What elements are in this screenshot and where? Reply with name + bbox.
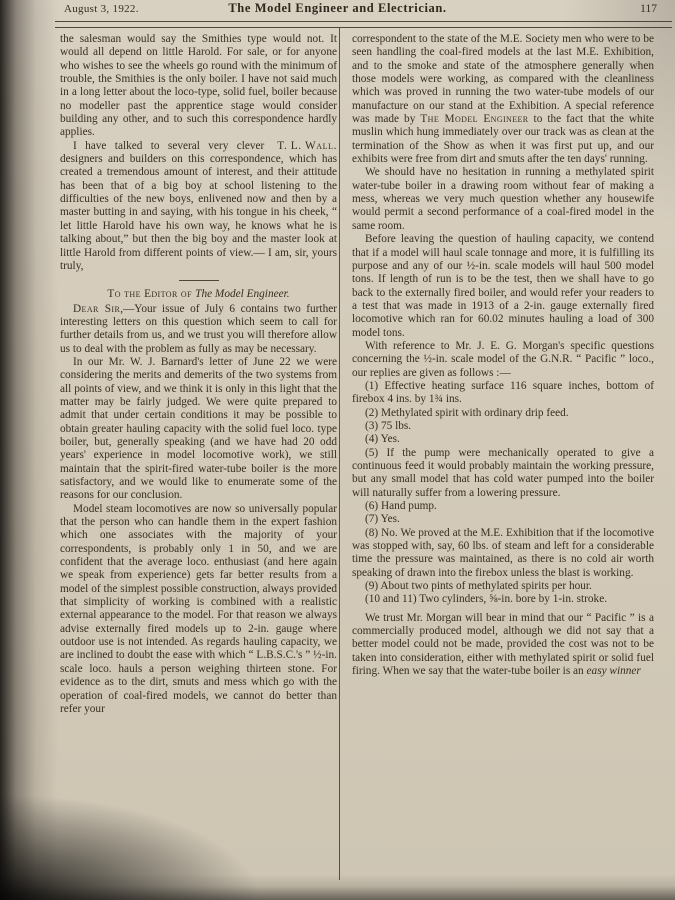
replies-list [352, 380, 654, 607]
paragraph-text: ,—Your issue of July 6 contains two further interesting letters on this question which seem to call for further details from us, and we trust you will therefore allow us to deal with the problem as fully as may be necessary. [60, 302, 337, 355]
magazine-name-smallcaps: The Model Engineer [420, 113, 529, 126]
paragraph-text: We trust Mr. Morgan will bear in mind that our “ Pacific ” is a commercially produced model, although we did not say that a better model could not be made, provided the cost was not to be taken into consideration, either with methylated spirit or solid fuel firing. When we say that the water-tube boiler is an [352, 611, 654, 678]
reply-item: (1) Effective heating surface 116 square inches, bottom of firebox 4 ins. by 1¾ ins. [352, 379, 654, 406]
right-column [352, 33, 654, 885]
reply-item: (9) About two pints of methylated spirits per hour. [365, 580, 592, 593]
header-title: The Model Engineer and Electrician. [228, 1, 447, 15]
paragraph-text: to the fact that the white muslin which hung immediately over our track was as clean at the termination of the Show as when it was first put up, and our exhibits were free from dirt and smuts after the ten days' running. [352, 113, 654, 166]
paragraph-text: I have talked to several very clever designers and builders on this correspondence, which has created a tremendous amount of interest, and their attitude has been that of a big boy at school listening to the difficulties of the new boys, enlivened now and then by a master butting in and saying, with his tongue in his cheek, “ let little Harold have his own way, he knows what he is talking about,” but then the big boy and the master look at little Harold from different points of view.— I am, sir, yours truly, [60, 139, 337, 272]
reply-item: (8) No. We proved at the M.E. Exhibition that if the locomotive was stopped with, say, 60 lbs. of steam and left for a considerable time the pressure was maintained, as there is no cold air worth speaking of drawn into the firebox unless the blast is working. [352, 526, 654, 579]
paragraph [352, 612, 654, 679]
salutation: Dear Sir [73, 302, 121, 315]
reply-item: (3) 75 lbs. [365, 419, 412, 432]
paragraph: In our Mr. W. J. Barnard's letter of June 22 we were considering the merits and demerits of the two systems from all points of view, and we think it is only in this light that the matter may be fairly judged. We were quite prepared to admit that under certain conditions it may be possible to obtain greater hauling capacity with the solid fuel loco. type boiler, but, generally speaking (and we have had 20 odd years' experience in model locomotive work), we still maintain that the spirit-fired water-tube boiler is the more satisfactory, and we would like to enumerate some of the reasons for our conclusion. [60, 355, 337, 502]
paragraph: Model steam locomotives are now so universally popular that the person who can handle them in the expert fashion which one associates with the majority of your correspondents, is probably only 1 in 50, and we are confident that the average loco. enthusiast (and here again we speak from experience) gets far better results from a model of the simplest possible construction, always provided that simplicity of working is combined with a realistic external appearance to the model. For that reason we always advise externally fired models up to 2-in. gauge where outdoor use is not intended. As regards hauling capacity, we are inclined to doubt the ease with which “ L.B.S.C.'s ” ½-in. scale loco. hauls a person weighing thirteen stone. For evidence as to the dirt, smuts and mess which go with the operation of coal-fired models, we cannot do better than refer your [60, 502, 337, 715]
letter-heading [60, 288, 337, 301]
reply-item: (10 and 11) Two cylinders, ⅝-in. bore by 1-in. stroke. [365, 593, 608, 606]
paragraph [352, 33, 654, 166]
emphasized-phrase: easy winner [586, 665, 641, 678]
reply-item: (5) If the pump were mechanically operated to give a continuous feed it would probably maintain the working pressure, but any small model that has cold water pumped into the boiler will naturally suffer from a lowering pressure. [352, 446, 654, 499]
column-divider-rule [339, 28, 340, 880]
header-date: August 3, 1922. [64, 3, 139, 15]
left-column [60, 33, 337, 885]
paragraph: Before leaving the question of hauling capacity, we contend that if a model will haul scale tonnage and more, it is fulfilling its purpose and any of our ½-in. scale models will haul 500 model tons. If length of run is to be the test, then we shall have to go back to the externally fired boiler, and would refer your readers to a test that was made in 1913 of a 2-in. gauge externally fired locomotive which ran for 60.02 minutes hauling a load of 300 model tons. [352, 233, 654, 339]
reply-item: (7) Yes. [365, 513, 400, 526]
reply-item: (6) Hand pump. [365, 500, 437, 513]
paragraph: the salesman would say the Smithies type would not. It would all depend on little Harold. For sale, or for anyone who wishes to see the wheels go round with the minimum of trouble, the Smithies is the only boiler. I have not said much in a long letter about the loco-type, solid fuel, boiler because no modeller past the apprentice stage would consider building any other, and to such this correspondence hardly applies. [60, 33, 337, 139]
paragraph-text: correspondent to the state of the M.E. Society men who were to be seen handling the coal-fired models at the last M.E. Exhibition, and to the smoke and state of the atmosphere generally when those models were working, as compared with the cleanliness which was proved in running the two water-tube models of our manufacture on our stand at the Exhibition. A special reference was made by [352, 33, 654, 126]
paragraph: With reference to Mr. J. E. G. Morgan's specific questions concerning the ½-in. scale model of the G.N.R. “ Pacific ” loco., our replies are given as follows :— [352, 339, 654, 379]
header-page-number: 117 [640, 3, 657, 15]
reply-item: (4) Yes. [365, 433, 400, 446]
section-divider-rule [179, 280, 219, 281]
paragraph [60, 303, 337, 356]
letter-signature: T. L. Wall. [277, 139, 337, 152]
letter-heading-title: The Model Engineer. [195, 288, 290, 301]
letter-heading-prefix: To the Editor of [107, 288, 196, 301]
paragraph [60, 140, 337, 273]
reply-item: (2) Methylated spirit with ordinary drip feed. [365, 406, 569, 419]
header-double-rule [55, 21, 672, 28]
paragraph: We should have no hesitation in running a methylated spirit water-tube boiler in a drawing room without fear of making a mess, whereas we very much question whether any housewife would permit a second performance of a coal-fired model in the same room. [352, 166, 654, 232]
